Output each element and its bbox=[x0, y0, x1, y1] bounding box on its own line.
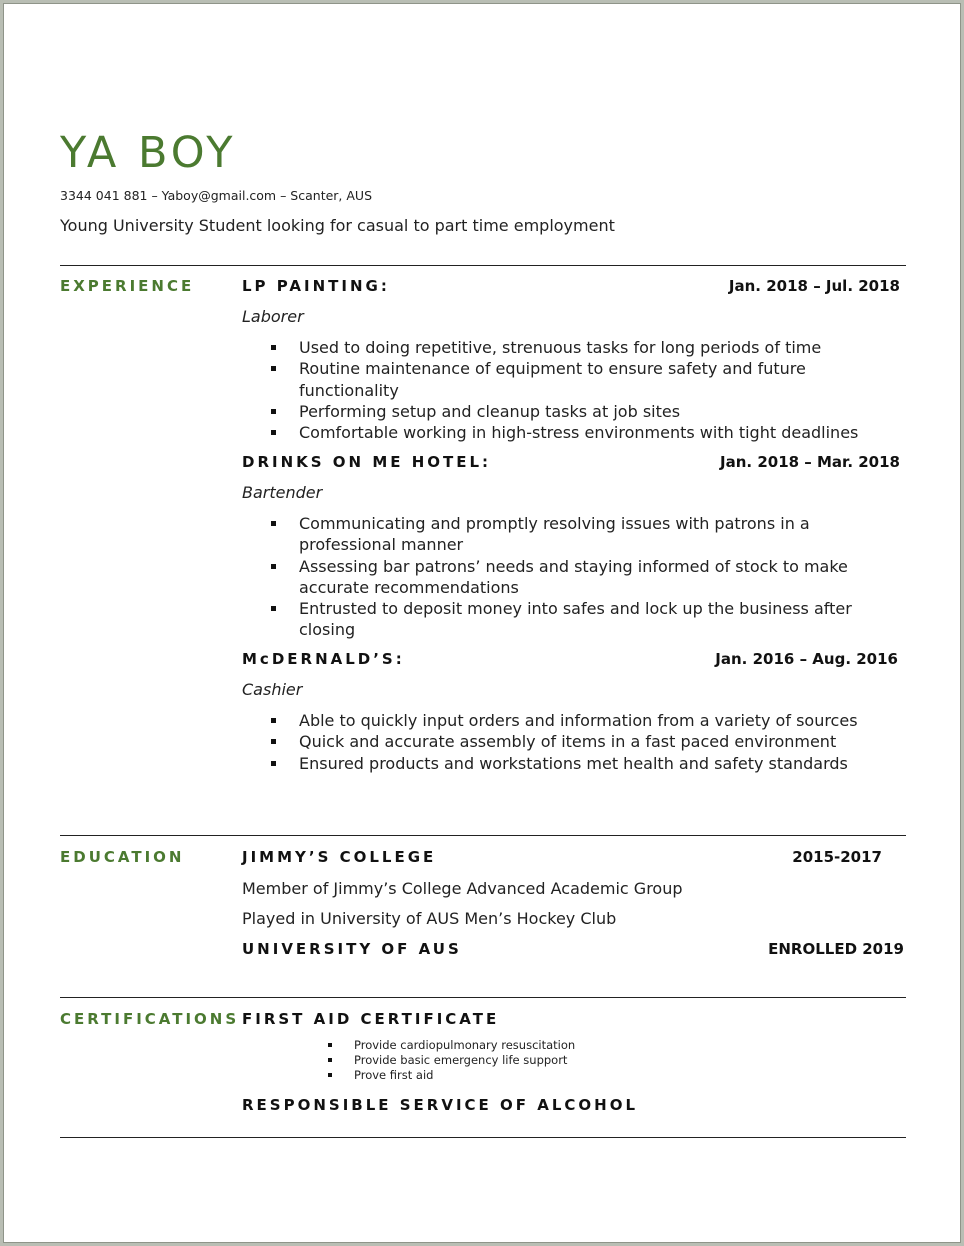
job-role: Laborer bbox=[242, 307, 304, 326]
list-item: Routine maintenance of equipment to ensure safety and future functionality bbox=[269, 358, 889, 401]
list-item: Used to doing repetitive, strenuous tasks for long periods of time bbox=[269, 337, 889, 358]
list-item: Quick and accurate assembly of items in a fast paced environment bbox=[269, 731, 889, 752]
list-item: Ensured products and workstations met health and safety standards bbox=[269, 753, 889, 774]
section-divider bbox=[60, 997, 906, 998]
section-divider bbox=[60, 265, 906, 266]
job-employer: DRINKS ON ME HOTEL: bbox=[242, 453, 492, 471]
objective-statement: Young University Student looking for casual to part time employment bbox=[60, 216, 615, 235]
certification-name: RESPONSIBLE SERVICE OF ALCOHOL bbox=[242, 1096, 639, 1114]
job-employer: McDERNALD’S: bbox=[242, 650, 405, 668]
school-name: JIMMY’S COLLEGE bbox=[242, 848, 437, 866]
job-bullet-list bbox=[269, 710, 889, 774]
section-divider bbox=[60, 835, 906, 836]
job-bullet-list bbox=[269, 337, 889, 443]
job-dates: Jan. 2018 – Mar. 2018 bbox=[720, 453, 900, 471]
job-dates: Jan. 2018 – Jul. 2018 bbox=[728, 277, 900, 295]
education-detail: Played in University of AUS Men’s Hockey Club bbox=[242, 909, 617, 928]
job-employer: LP PAINTING: bbox=[242, 277, 390, 295]
certification-name: FIRST AID CERTIFICATE bbox=[242, 1010, 500, 1028]
list-item: Performing setup and cleanup tasks at job sites bbox=[269, 401, 889, 422]
experience-heading: EXPERIENCE bbox=[60, 277, 195, 295]
resume-page bbox=[3, 3, 961, 1243]
certifications-heading: CERTIFICATIONS bbox=[60, 1010, 240, 1028]
list-item: Provide basic emergency life support bbox=[326, 1053, 726, 1068]
list-item: Able to quickly input orders and information from a variety of sources bbox=[269, 710, 889, 731]
school-name: UNIVERSITY OF AUS bbox=[242, 940, 462, 958]
list-item: Provide cardiopulmonary resuscitation bbox=[326, 1038, 726, 1053]
job-bullet-list bbox=[269, 513, 889, 641]
education-heading: EDUCATION bbox=[60, 848, 185, 866]
school-dates: ENROLLED 2019 bbox=[768, 940, 904, 958]
list-item: Comfortable working in high-stress environments with tight deadlines bbox=[269, 422, 889, 443]
job-dates: Jan. 2016 – Aug. 2016 bbox=[715, 650, 898, 668]
job-role: Bartender bbox=[242, 483, 323, 502]
candidate-name: YA BOY bbox=[60, 128, 237, 178]
list-item: Entrusted to deposit money into safes and lock up the business after closing bbox=[269, 598, 889, 641]
education-detail: Member of Jimmy’s College Advanced Academic Group bbox=[242, 879, 683, 898]
list-item: Prove first aid bbox=[326, 1068, 726, 1083]
job-role: Cashier bbox=[242, 680, 303, 699]
list-item: Assessing bar patrons’ needs and staying informed of stock to make accurate recommendations bbox=[269, 556, 889, 599]
contact-line: 3344 041 881 – Yaboy@gmail.com – Scanter, AUS bbox=[60, 188, 373, 203]
list-item: Communicating and promptly resolving issues with patrons in a professional manner bbox=[269, 513, 889, 556]
school-dates: 2015-2017 bbox=[792, 848, 882, 866]
certification-bullet-list bbox=[326, 1038, 726, 1083]
section-divider bbox=[60, 1137, 906, 1138]
